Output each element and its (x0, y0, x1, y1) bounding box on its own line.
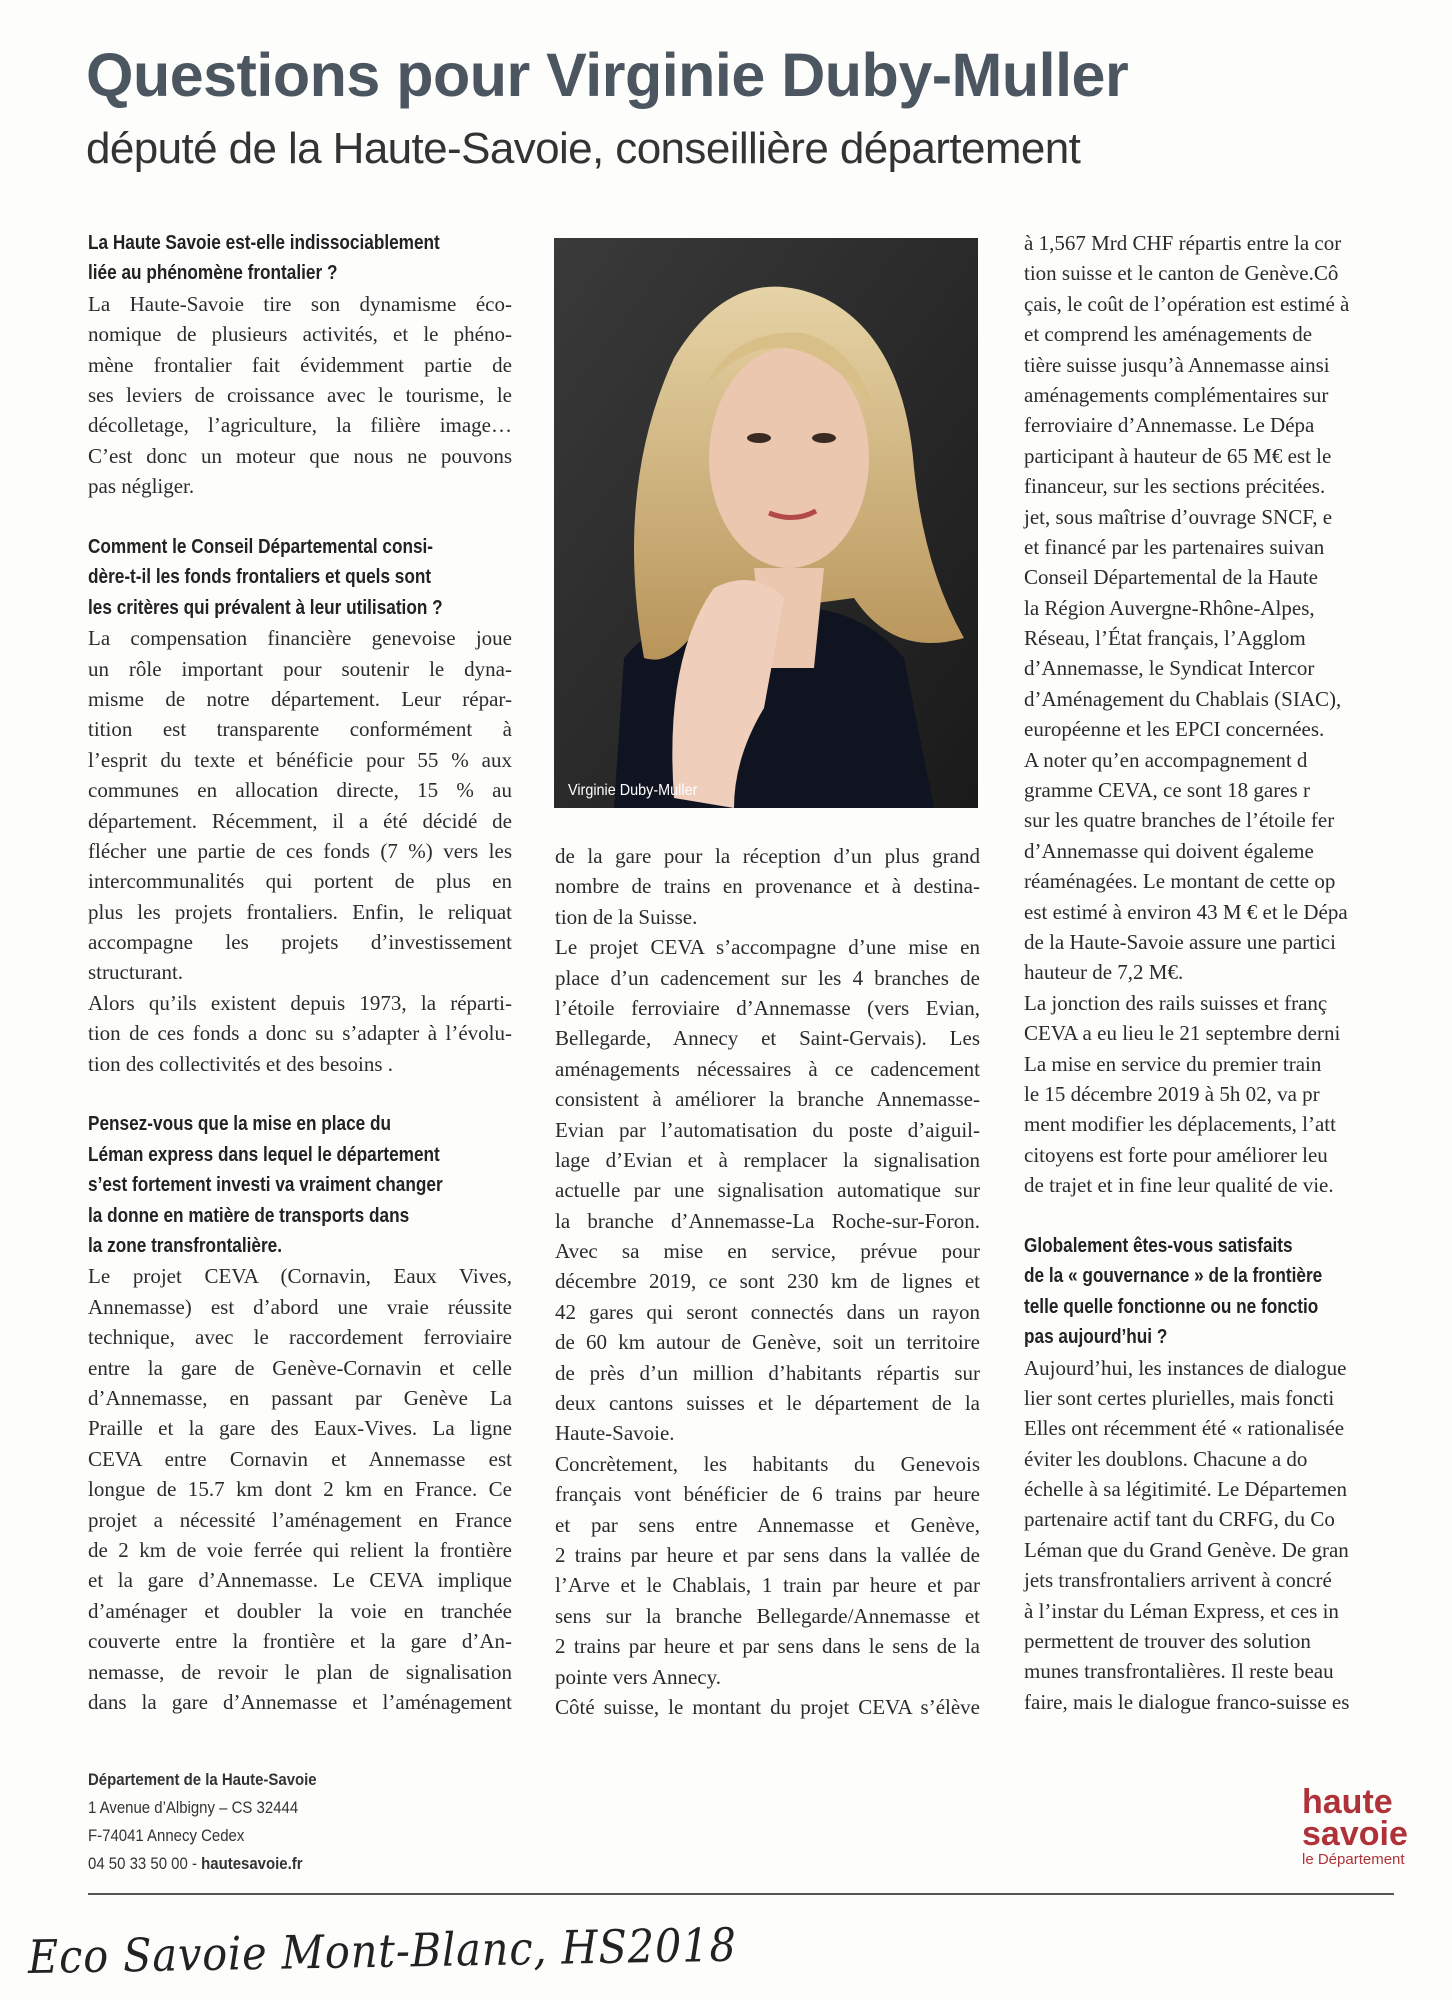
text-line: d’Annemasse, le Syndicat Intercor (1024, 656, 1315, 681)
portrait-image (554, 238, 978, 808)
text-line: de trajet et in fine leur qualité de vie. (1024, 1173, 1334, 1198)
text-line: de 60 km autour de Genève, soit un territoire (555, 1330, 980, 1355)
heading-text: s’est fortement investi va vraiment changer (88, 1174, 443, 1197)
heading-text: Léman express dans lequel le département (88, 1143, 440, 1166)
text-line: l’étoile ferroviaire d’Annemasse (vers Evian, (555, 995, 980, 1020)
heading-text: liée au phénomène frontalier ? (88, 262, 338, 285)
logo-line-2: savoie (1302, 1815, 1408, 1853)
text-line: structurant. (88, 960, 184, 985)
footer-divider (88, 1893, 1394, 1895)
answer-paragraph (1024, 1353, 1452, 1718)
answer-paragraph (1024, 228, 1452, 745)
text-line: aménagements nécessaires à ce cadencement (555, 1056, 980, 1081)
text-line: Annemasse) est d’abord une vraie réussite (88, 1294, 512, 1319)
text-line: projet a nécessité l’aménagement en France (88, 1507, 512, 1532)
text-line: réaménagées. Le montant de cette op (1024, 869, 1336, 894)
haute-savoie-logo (1302, 1783, 1408, 1870)
text-line: participant à hauteur de 65 M€ est le (1024, 443, 1332, 468)
text-line: Concrètement, les habitants du Genevois (555, 1451, 980, 1476)
text-line: éviter les doublons. Chacune a do (1024, 1446, 1308, 1471)
text-line: tition est transparente conformément à (88, 717, 512, 742)
text-line: tion de ces fonds a donc su s’adapter à l’évolu- (88, 1021, 512, 1046)
answer-paragraph (555, 841, 980, 932)
text-line: Léman que du Grand Genève. De gran (1024, 1537, 1349, 1562)
column-3 (1024, 228, 1394, 1717)
text-line: nemasse, de revoir le plan de signalisation (88, 1659, 512, 1684)
text-line: La mise en service du premier train (1024, 1051, 1322, 1076)
heading-text: pas aujourd’hui ? (1024, 1326, 1168, 1349)
text-line: est estimé à environ 43 M € et le Dépa (1024, 899, 1348, 924)
text-line: tion de la Suisse. (555, 904, 698, 929)
text-line: Le projet CEVA s’accompagne d’une mise en (555, 935, 980, 960)
text-line: 2 trains par heure et par sens dans la vallée de (555, 1542, 980, 1567)
answer-paragraph (88, 289, 512, 502)
text-line: tion des collectivités et des besoins . (88, 1051, 394, 1076)
answer-paragraph (1024, 745, 1452, 988)
text-line: citoyens est forte pour améliorer leu (1024, 1142, 1328, 1167)
heading-line (1024, 1292, 1452, 1322)
text-line: consistent à améliorer la branche Annemasse- (555, 1087, 980, 1112)
text-line: faire, mais le dialogue franco-suisse es (1024, 1689, 1350, 1714)
text-line: l’Arve et le Chablais, 1 train par heure et par (555, 1573, 980, 1598)
text-line: et comprend les aménagements de (1024, 322, 1313, 347)
heading-line (88, 532, 512, 562)
text-line: La compensation financière genevoise joue (88, 626, 512, 651)
text-line: Réseau, l’État français, l’Agglom (1024, 626, 1306, 651)
footer-address-line-1: 1 Avenue d’Albigny – CS 32444 (88, 1798, 299, 1817)
text-line: sens sur la branche Bellegarde/Annemasse et (555, 1603, 980, 1628)
text-line: permettent de trouver des solution (1024, 1629, 1311, 1654)
answer-paragraph (88, 988, 512, 1079)
text-line: de la gare pour la réception d’un plus grand (555, 844, 980, 868)
text-line: ses leviers de croissance avec le tourisme, le (88, 382, 512, 407)
heading-line (88, 228, 512, 258)
heading-line (1024, 1231, 1452, 1261)
text-line: çais, le coût de l’opération est estimé à (1024, 291, 1350, 316)
text-line: C’est donc un moteur que nous ne pouvons (88, 443, 512, 468)
heading-line (88, 1109, 512, 1139)
text-line: à 1,567 Mrd CHF répartis entre la cor (1024, 231, 1342, 255)
text-line: la Région Auvergne-Rhône-Alpes, (1024, 595, 1315, 620)
answer-paragraph (88, 1261, 512, 1717)
text-line: un rôle important pour soutenir le dyna- (88, 656, 512, 681)
heading-line (88, 593, 512, 623)
logo-line-1: haute (1302, 1783, 1393, 1821)
heading-text: de la « gouvernance » de la frontière (1024, 1265, 1323, 1288)
text-line: ment modifier les déplacements, l’att (1024, 1112, 1336, 1137)
text-line: Haute-Savoie. (555, 1421, 675, 1446)
text-line: financeur, sur les sections précitées. (1024, 474, 1326, 499)
text-line: Avec sa mise en service, prévue pour (555, 1239, 980, 1264)
text-line: La jonction des rails suisses et franç (1024, 990, 1328, 1015)
footer-address (88, 1766, 348, 1878)
text-line: décolletage, l’agriculture, la filière image… (88, 413, 512, 438)
text-line: hauteur de 7,2 M€. (1024, 960, 1184, 985)
paragraph-spacer (1024, 1201, 1452, 1231)
text-line: Côté suisse, le montant du projet CEVA s’élève (555, 1694, 980, 1719)
text-line: intercommunalités qui portent de plus en (88, 869, 512, 894)
footer-organization: Département de la Haute-Savoie (88, 1770, 317, 1789)
text-line: européenne et les EPCI concernées. (1024, 717, 1325, 742)
text-line: place d’un cadencement sur les 4 branches de (555, 965, 980, 990)
answer-paragraph (88, 623, 512, 988)
text-line: CEVA entre Cornavin et Annemasse est (88, 1446, 512, 1471)
heading-line (88, 1140, 512, 1170)
text-line: Bellegarde, Annecy et Saint-Gervais). Les (555, 1026, 980, 1051)
portrait-photo (554, 238, 978, 808)
text-line: mène frontalier fait évidemment partie de (88, 352, 512, 377)
footer-contact (88, 1850, 317, 1878)
column-2 (555, 841, 980, 1722)
text-line: d’aménager et doubler la voie en tranchée (88, 1598, 512, 1623)
text-line: partenaire actif tant du CRFG, du Co (1024, 1507, 1335, 1532)
text-line: tière suisse jusqu’à Annemasse ainsi (1024, 352, 1330, 377)
paragraph-spacer (88, 1079, 512, 1109)
text-line: pas négliger. (88, 474, 195, 499)
text-line: technique, avec le raccordement ferroviaire (88, 1325, 512, 1350)
heading-text: Comment le Conseil Départemental consi- (88, 535, 434, 558)
text-line: Praille et la gare des Eaux-Vives. La ligne (88, 1416, 512, 1441)
text-line: munes transfrontalières. Il reste beau (1024, 1659, 1334, 1684)
text-line: sur les quatre branches de l’étoile fer (1024, 808, 1335, 833)
text-line: flécher une partie de ces fonds (7 %) vers les (88, 838, 512, 863)
answer-paragraph (555, 932, 980, 1449)
text-line: plus les projets frontaliers. Enfin, le reliquat (88, 899, 512, 924)
text-line: la branche d’Annemasse-La Roche-sur-Foron. (555, 1208, 980, 1233)
text-line: A noter qu’en accompagnement d (1024, 747, 1308, 772)
text-line: Le projet CEVA (Cornavin, Eaux Vives, (88, 1264, 512, 1289)
text-line: de près d’un million d’habitants répartis sur (555, 1360, 980, 1385)
text-line: 2 trains par heure et par sens dans le sens de la (555, 1634, 980, 1659)
column-1 (88, 228, 512, 1717)
text-line: actuelle par une signalisation automatique sur (555, 1178, 980, 1203)
heading-text: la zone transfrontalière. (88, 1235, 283, 1258)
footer-website-link[interactable]: hautesavoie.fr (201, 1854, 303, 1873)
text-line: couverte entre la frontière et la gare d’An- (88, 1629, 512, 1654)
text-line: nombre de trains en provenance et à destina- (555, 874, 980, 899)
text-line: Elles ont récemment été « rationalisée (1024, 1416, 1345, 1441)
text-line: tion suisse et le canton de Genève.Cô (1024, 261, 1339, 286)
text-line: d’Annemasse qui doivent égaleme (1024, 838, 1314, 863)
text-line: dans la gare d’Annemasse et l’aménagement (88, 1689, 512, 1714)
text-line: misme de notre département. Leur répar- (88, 686, 512, 711)
heading-line (88, 1231, 512, 1261)
text-line: d’Aménagement du Chablais (SIAC), (1024, 686, 1342, 711)
handwritten-note: Eco Savoie Mont-Blanc, HS2018 (27, 1917, 738, 1984)
footer-address-line-2: F-74041 Annecy Cedex (88, 1826, 245, 1845)
text-line: La Haute-Savoie tire son dynamisme éco- (88, 291, 512, 316)
page-title: Questions pour Virginie Duby-Muller (86, 41, 1129, 109)
answer-paragraph (555, 1692, 980, 1722)
logo-line-3: le Département (1302, 1851, 1405, 1868)
text-line: nomique de plusieurs activités, et le phéno- (88, 322, 512, 347)
text-line: lage d’Evian et à remplacer la signalisation (555, 1147, 980, 1172)
text-line: de la Haute-Savoie assure une partici (1024, 929, 1336, 954)
text-line: et financé par les partenaires suivan (1024, 534, 1325, 559)
question-heading (88, 532, 512, 623)
text-line: échelle à sa légitimité. Le Départemen (1024, 1477, 1348, 1502)
text-line: et la gare d’Annemasse. Le CEVA implique (88, 1568, 512, 1593)
photo-caption: Virginie Duby-Muller (568, 782, 698, 799)
text-line: longue de 15.7 km dont 2 km en France. Ce (88, 1477, 512, 1502)
answer-paragraph (1024, 988, 1452, 1201)
text-line: l’esprit du texte et bénéficie pour 55 % aux (88, 747, 512, 772)
heading-text: Pensez-vous que la mise en place du (88, 1113, 392, 1136)
heading-text: les critères qui prévalent à leur utilisation ? (88, 596, 443, 619)
heading-line (88, 562, 512, 592)
heading-line (1024, 1261, 1452, 1291)
text-line: le 15 décembre 2019 à 5h 02, va pr (1024, 1081, 1320, 1106)
heading-line (88, 258, 512, 288)
heading-line (88, 1201, 512, 1231)
text-line: Evian par l’automatisation du poste d’aiguil- (555, 1117, 980, 1142)
text-line: français vont bénéficier de 6 trains par heure (555, 1482, 980, 1507)
text-line: décembre 2019, ce sont 230 km de lignes et (555, 1269, 980, 1294)
footer-phone: 04 50 33 50 00 - (88, 1854, 202, 1873)
paragraph-spacer (88, 502, 512, 532)
text-line: département. Récemment, il a été décidé de (88, 808, 512, 833)
text-line: d’Annemasse, en passant par Genève La (88, 1386, 512, 1410)
text-line: 42 gares qui seront connectés dans un rayon (555, 1299, 980, 1324)
text-line: à l’instar du Léman Express, et ces in (1024, 1598, 1339, 1623)
text-line: CEVA a eu lieu le 21 septembre derni (1024, 1021, 1341, 1046)
text-line: Aujourd’hui, les instances de dialogue (1024, 1355, 1347, 1380)
question-heading (88, 228, 512, 289)
text-line: ferroviaire d’Annemasse. Le Dépa (1024, 413, 1315, 438)
heading-line (1024, 1322, 1452, 1352)
text-line: pointe vers Annecy. (555, 1664, 722, 1689)
text-line: accompagne les projets d’investissement (88, 930, 512, 955)
page-subtitle: député de la Haute-Savoie, conseillière département (86, 124, 1081, 173)
text-line: entre la gare de Genève-Cornavin et celle (88, 1355, 512, 1380)
text-line: aménagements complémentaires sur (1024, 382, 1329, 407)
heading-text: dère-t-il les fonds frontaliers et quels sont (88, 566, 432, 589)
text-line: jet, sous maîtrise d’ouvrage SNCF, e (1024, 504, 1333, 529)
heading-text: la donne en matière de transports dans (88, 1204, 410, 1227)
text-line: et par sens entre Annemasse et Genève, (555, 1512, 980, 1537)
heading-text: Globalement êtes-vous satisfaits (1024, 1234, 1293, 1257)
text-line: Conseil Départemental de la Haute (1024, 565, 1318, 590)
column-3-content (1024, 228, 1452, 1717)
text-line: lier sont certes plurielles, mais foncti (1024, 1385, 1335, 1410)
text-line: Alors qu’ils existent depuis 1973, la réparti- (88, 990, 512, 1015)
text-line: gramme CEVA, ce sont 18 gares r (1024, 778, 1310, 803)
text-line: deux cantons suisses et le département de la (555, 1391, 980, 1416)
heading-text: La Haute Savoie est-elle indissociablement (88, 232, 440, 254)
text-line: communes en allocation directe, 15 % au (88, 778, 512, 803)
heading-line (88, 1170, 512, 1200)
question-heading (1024, 1231, 1452, 1353)
heading-text: telle quelle fonctionne ou ne fonctio (1024, 1295, 1319, 1318)
answer-paragraph (555, 1449, 980, 1692)
text-line: de 2 km de voie ferrée qui relient la frontière (88, 1537, 512, 1562)
question-heading (88, 1109, 512, 1261)
text-line: jets transfrontaliers arrivent à concré (1024, 1568, 1332, 1593)
